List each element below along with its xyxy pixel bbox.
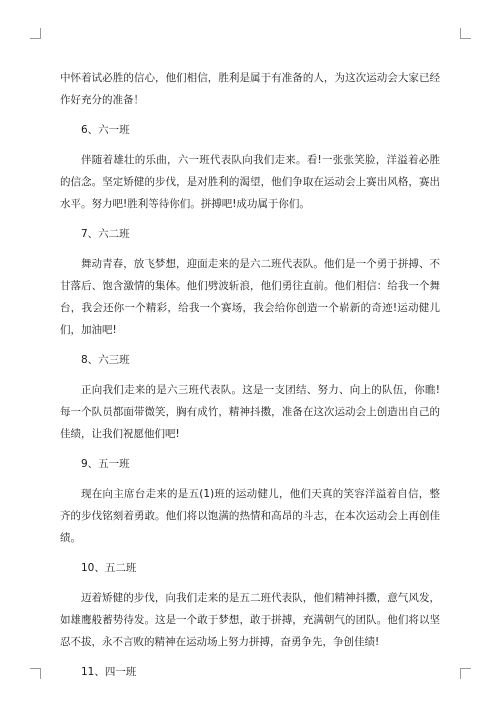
crop-mark-bottom-left [30, 668, 41, 679]
crop-mark-bottom-right [460, 668, 471, 679]
section-heading-6-1: 6、六一班 [81, 124, 130, 136]
section-text-6-1: 伴随着雄壮的乐曲，六一班代表队向我们走来。看!一张张笑脸，洋溢着必胜的信念。坚定矫健的步伐，是对胜利的渴望，他们争取在运动会上赛出风格，赛出水平。努力吧!胜利等待你们。拼搏吧!成功属于你们。 [60, 154, 440, 210]
crop-mark-top-right [460, 28, 471, 39]
section-heading-5-2: 10、五二班 [81, 562, 137, 574]
section-heading-6-3: 8、六三班 [81, 354, 130, 366]
section-text-5-1: 现在向主席台走来的是五(1)班的运动健儿，他们天真的笑容洋溢着自信，整齐的步伐铭刻着勇敢。他们将以饱满的热情和高昂的斗志，在本次运动会上再创佳绩。 [60, 488, 440, 544]
section-text-5-2: 迈着矫健的步伐，向我们走来的是五二班代表队，他们精神抖擞，意气风发，如雄鹰般蓄势待发。这是一个敢于梦想，敢于拼搏，充满朝气的团队。他们将以坚忍不拔，永不言败的精神在运动场上努力拼搏，奋勇争先，争创佳绩! [60, 592, 440, 648]
section-heading-5-1: 9、五一班 [81, 458, 130, 470]
crop-mark-top-left [30, 28, 41, 39]
section-text-6-3: 正向我们走来的是六三班代表队。这是一支团结、努力、向上的队伍，你瞧!每一个队员都面带微笑，胸有成竹，精神抖擞，准备在这次运动会上创造出自己的佳绩，让我们祝愿他们吧! [60, 384, 440, 440]
intro-paragraph: 中怀着试必胜的信心，他们相信，胜利是属于有准备的人，为这次运动会大家已经作好充分的准备！ [60, 72, 440, 106]
section-text-6-2: 舞动青春，放飞梦想，迎面走来的是六二班代表队。他们是一个勇于拼搏、不甘落后、饱含激情的集体。他们劈波斩浪，他们勇往直前。他们相信：给我一个舞台，我会还你一个精彩，给我一个赛场，我会给你创造一个崭新的奇迹!运动健儿们，加油吧! [60, 258, 440, 336]
section-heading-4-1: 11、四一班 [81, 666, 137, 678]
document-body [60, 67, 440, 691]
section-heading-6-2: 7、六二班 [81, 228, 130, 240]
